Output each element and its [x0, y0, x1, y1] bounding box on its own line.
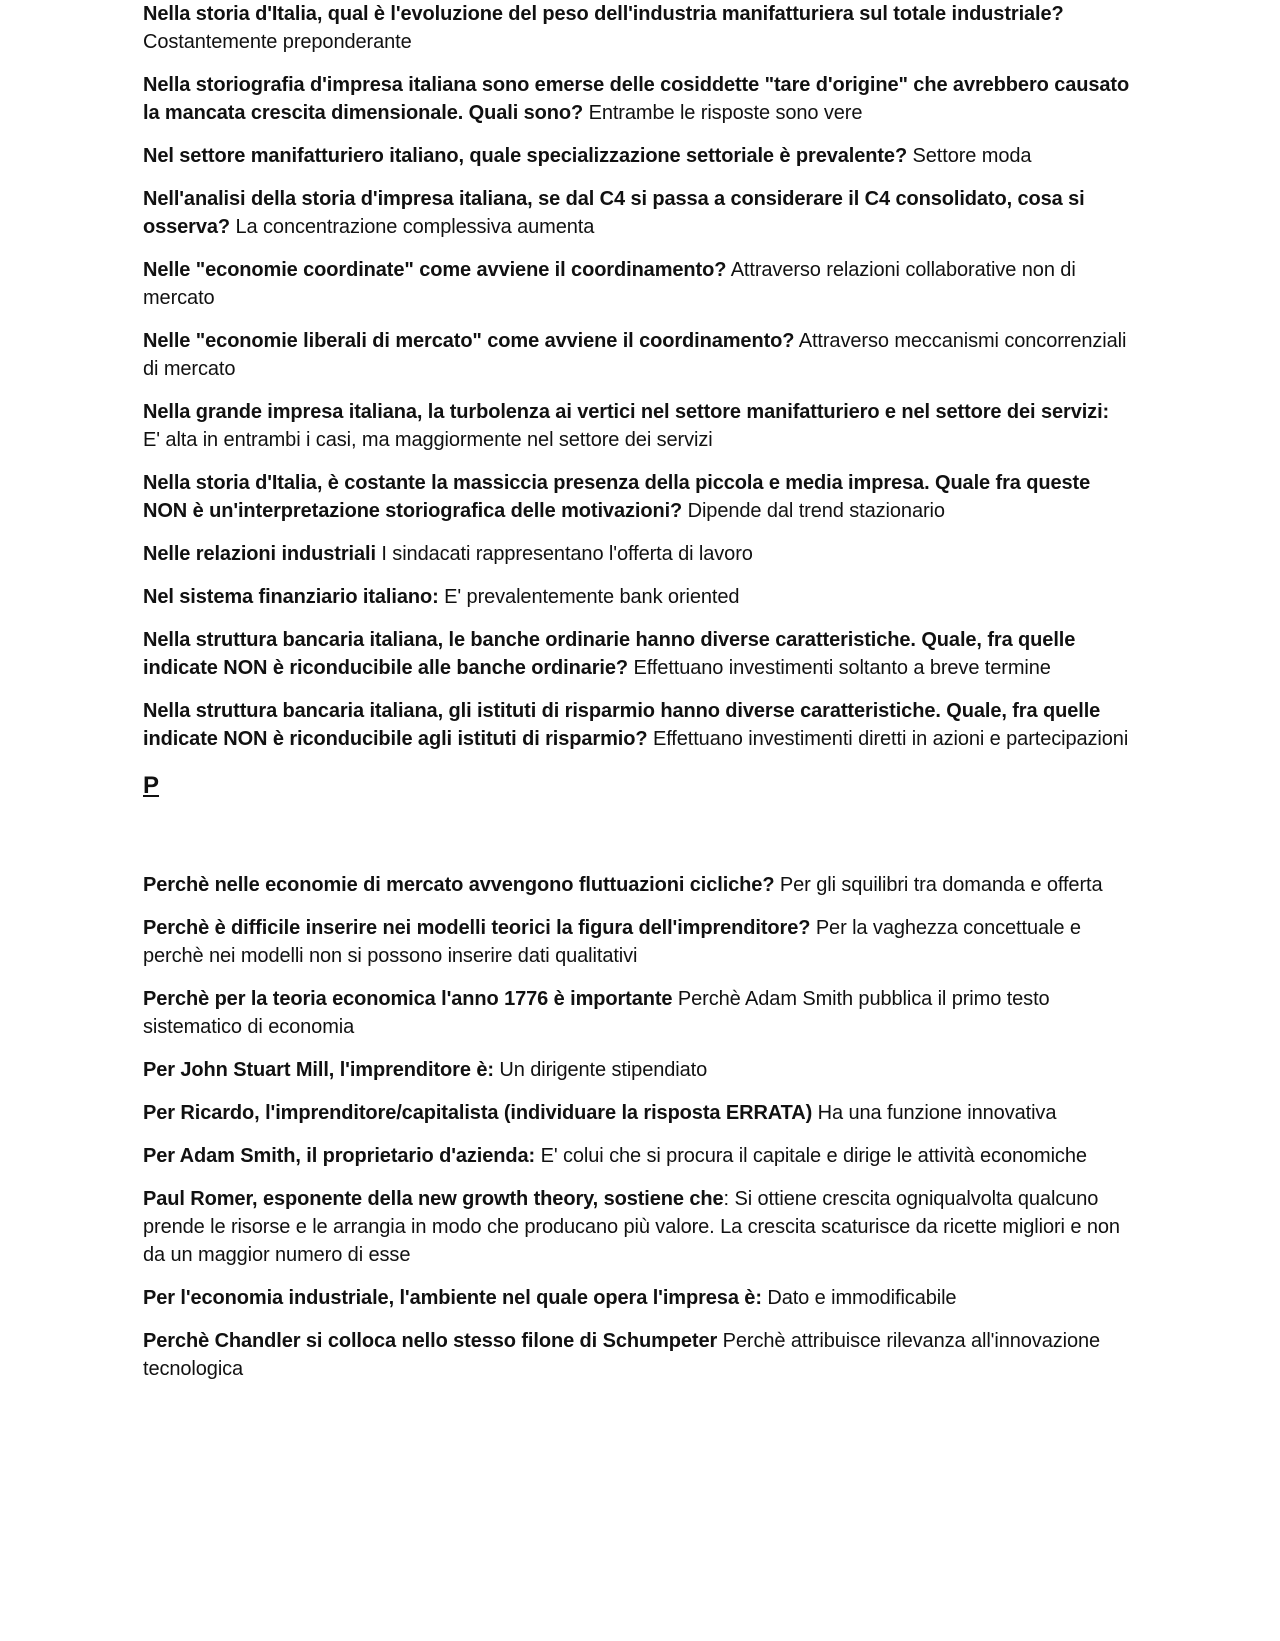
answer: Attraverso meccanismi concorrenziali di mercato	[143, 330, 1127, 380]
qa-item	[143, 256, 1138, 312]
question: Nella struttura bancaria italiana, le banche ordinarie hanno diverse caratteristiche. Quale, fra quelle indicate NON è riconducibile alle banche ordinarie?	[143, 629, 1076, 679]
answer: Perchè attribuisce rilevanza all'innovazione tecnologica	[143, 1330, 1101, 1380]
answer: Un dirigente stipendiato	[499, 1059, 708, 1081]
question: Nelle "economie coordinate" come avviene il coordinamento?	[143, 259, 727, 281]
qa-item	[143, 71, 1138, 127]
question: Perchè nelle economie di mercato avvengono fluttuazioni cicliche?	[143, 874, 775, 896]
section-heading-letter: P	[143, 772, 160, 799]
qa-item	[143, 914, 1138, 970]
answer: Per la vaghezza concettuale e perchè nei modelli non si possono inserire dati qualitativi	[143, 917, 1081, 967]
answer: E' prevalentemente bank oriented	[444, 586, 740, 608]
question: Per John Stuart Mill, l'imprenditore è:	[143, 1059, 494, 1081]
qa-item	[143, 985, 1138, 1041]
question: Per l'economia industriale, l'ambiente nel quale opera l'impresa è:	[143, 1287, 762, 1309]
question: Nell'analisi della storia d'impresa italiana, se dal C4 si passa a considerare il C4 consolidato, cosa si osserva?	[143, 188, 1085, 238]
answer: Settore moda	[912, 145, 1032, 167]
answer: Effettuano investimenti soltanto a breve termine	[633, 657, 1051, 679]
answer: Dipende dal trend stazionario	[687, 500, 945, 522]
answer: : Si ottiene crescita ogniqualvolta qualcuno prende le risorse e le arrangia in modo che producano più valore. La crescita scaturisce da ricette migliori e non da un maggior numero di esse	[143, 1188, 1120, 1266]
qa-item	[143, 1099, 1138, 1127]
qa-item	[143, 398, 1138, 454]
answer: E' alta in entrambi i casi, ma maggiormente nel settore dei servizi	[143, 429, 713, 451]
qa-item	[143, 327, 1138, 383]
question: Per Ricardo, l'imprenditore/capitalista (individuare la risposta ERRATA)	[143, 1102, 813, 1124]
question: Perchè è difficile inserire nei modelli teorici la figura dell'imprenditore?	[143, 917, 811, 939]
question: Nella storia d'Italia, è costante la massiccia presenza della piccola e media impresa. Quale fra queste NON è un'interpretazione storiografica delle motivazioni?	[143, 472, 1091, 522]
question: Nella struttura bancaria italiana, gli istituti di risparmio hanno diverse caratteristiche. Quale, fra quelle indicate NON è riconducibile agli istituti di risparmio?	[143, 700, 1101, 750]
question: Nella storia d'Italia, qual è l'evoluzione del peso dell'industria manifatturiera sul totale industriale?	[143, 3, 1064, 25]
question: Nelle relazioni industriali	[143, 543, 376, 565]
qa-list-section-one	[143, 0, 1138, 753]
question: Nel sistema finanziario italiano:	[143, 586, 439, 608]
question: Per Adam Smith, il proprietario d'azienda:	[143, 1145, 536, 1167]
qa-item	[143, 185, 1138, 241]
answer: Effettuano investimenti diretti in azioni e partecipazioni	[652, 728, 1129, 750]
answer: La concentrazione complessiva aumenta	[235, 216, 595, 238]
qa-item	[143, 871, 1138, 899]
answer: Perchè Adam Smith pubblica il primo testo sistematico di economia	[143, 988, 1050, 1038]
question: Paul Romer, esponente della new growth theory, sostiene che	[143, 1188, 724, 1210]
qa-item	[143, 1327, 1138, 1383]
answer: Attraverso relazioni collaborative non di mercato	[143, 259, 1076, 309]
answer: Ha una funzione innovativa	[817, 1102, 1057, 1124]
qa-item	[143, 1185, 1138, 1269]
question: Nella grande impresa italiana, la turbolenza ai vertici nel settore manifatturiero e nel settore dei servizi:	[143, 401, 1110, 423]
question: Nella storiografia d'impresa italiana sono emerse delle cosiddette "tare d'origine" che avrebbero causato la mancata crescita dimensionale. Quali sono?	[143, 74, 1130, 124]
qa-item	[143, 469, 1138, 525]
document-page	[143, 0, 1138, 1398]
answer: Dato e immodificabile	[767, 1287, 957, 1309]
qa-item	[143, 1284, 1138, 1312]
answer: I sindacati rappresentano l'offerta di lavoro	[381, 543, 753, 565]
answer: Entrambe le risposte sono vere	[588, 102, 863, 124]
qa-item	[143, 1142, 1138, 1170]
qa-item	[143, 142, 1138, 170]
question: Nel settore manifatturiero italiano, quale specializzazione settoriale è prevalente?	[143, 145, 908, 167]
qa-list-section-two	[143, 871, 1138, 1383]
qa-item	[143, 0, 1138, 56]
qa-item	[143, 1056, 1138, 1084]
answer: E' colui che si procura il capitale e dirige le attività economiche	[540, 1145, 1087, 1167]
question: Perchè Chandler si colloca nello stesso filone di Schumpeter	[143, 1330, 718, 1352]
qa-item	[143, 540, 1138, 568]
question: Perchè per la teoria economica l'anno 1776 è importante	[143, 988, 673, 1010]
qa-item	[143, 697, 1138, 753]
answer: Costantemente preponderante	[143, 31, 412, 53]
qa-item	[143, 626, 1138, 682]
qa-item	[143, 583, 1138, 611]
answer: Per gli squilibri tra domanda e offerta	[779, 874, 1103, 896]
question: Nelle "economie liberali di mercato" come avviene il coordinamento?	[143, 330, 795, 352]
